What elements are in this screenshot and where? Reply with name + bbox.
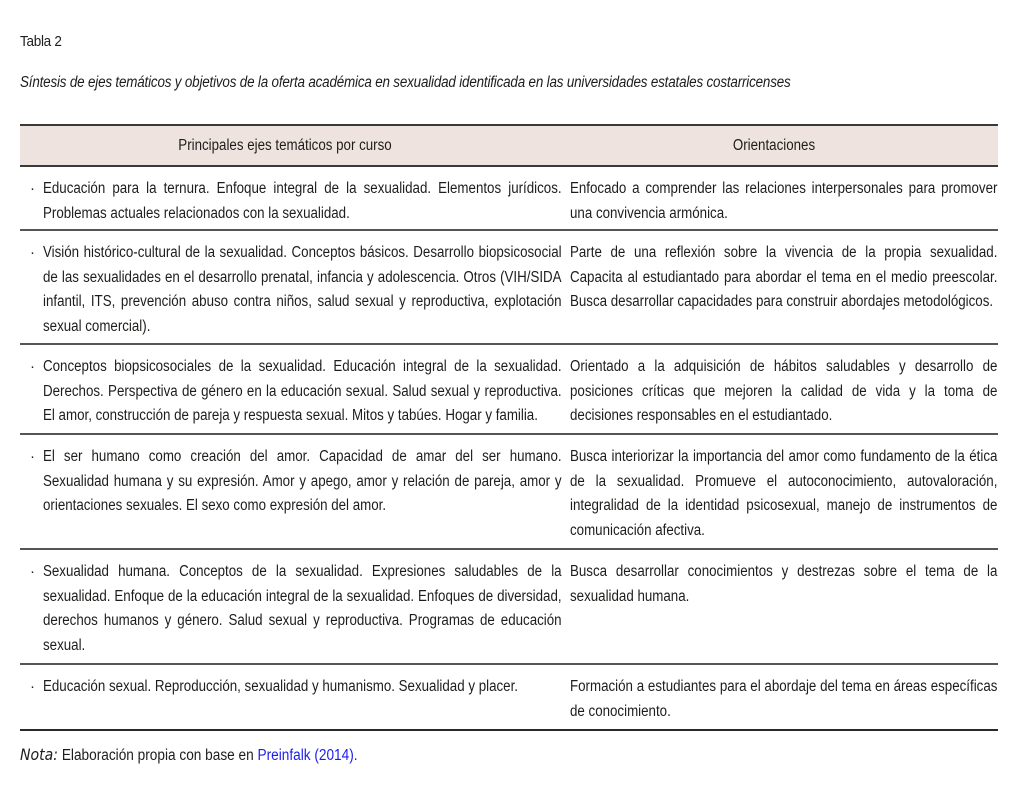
table-row [20, 550, 998, 665]
table-row [20, 665, 998, 731]
header-ejes: Principales ejes temáticos por curso [178, 136, 392, 154]
orientaciones-text: Parte de una reflexión sobre la vivencia de la propia sexualidad. Capacita al estudiantado para abordar el tema en el medio preescolar. Busca desarrollar capacidades para construir abordajes metodológicos. [570, 244, 998, 310]
bullet-icon: · [30, 448, 35, 465]
ejes-text: Sexualidad humana. Conceptos de la sexualidad. Expresiones saludables de la sexualidad. Enfoque de la educación integral de la sexualidad. Enfoques de diversidad, derechos humanos y género. Salud sexual y reproductiva. Programas de educación sexual. [43, 563, 562, 654]
ejes-text: Conceptos biopsicosociales de la sexualidad. Educación integral de la sexualidad. Derechos. Perspectiva de género en la educación sexual. Salud sexual y reproductiva. El amor, construcción de pareja y respuesta sexual. Mitos y tabúes. Hogar y familia. [43, 358, 562, 424]
orientaciones-text: Formación a estudiantes para el abordaje del tema en áreas específicas de conocimiento. [570, 678, 998, 720]
cell-ejes [20, 345, 562, 433]
table-title: Síntesis de ejes temáticos y objetivos de la oferta académica en sexualidad identificada en las universidades estatales costarricenses [20, 74, 791, 91]
orientaciones-text: Busca interiorizar la importancia del amor como fundamento de la ética de la sexualidad. Promueve el autoconocimiento, autovaloración, integralidad de la identidad psicosexual, manejo de instrumentos de comunicación afectiva. [570, 448, 998, 539]
table-row [20, 167, 998, 231]
reference-link[interactable]: Preinfalk (2014). [257, 747, 358, 764]
bullet-icon: · [30, 180, 35, 197]
ejes-text: Educación sexual. Reproducción, sexualidad y humanismo. Sexualidad y placer. [43, 678, 518, 695]
table-row [20, 435, 998, 550]
bullet-icon: · [30, 358, 35, 375]
table-row [20, 231, 998, 345]
bullet-icon: · [30, 678, 35, 695]
table-label: Tabla 2 [20, 33, 62, 50]
ejes-text: Visión histórico-cultural de la sexualidad. Conceptos básicos. Desarrollo biopsicosocial de las sexualidades en el desarrollo prenatal, infancia y adolescencia. Otros (VIH/SIDA infantil, ITS, prevención abuso contra niños, salud sexual y reproductiva, explotación sexual comercial). [43, 244, 562, 335]
cell-orientaciones [550, 435, 998, 548]
table-note [20, 745, 358, 765]
cell-ejes [20, 167, 562, 229]
ejes-text: El ser humano como creación del amor. Capacidad de amar del ser humano. Sexualidad humana y su expresión. Amor y apego, amor y relación de pareja, amor y orientaciones sexuales. El sexo como expresión del amor. [43, 448, 562, 514]
cell-orientaciones [550, 345, 998, 433]
cell-ejes [20, 231, 562, 343]
cell-orientaciones [550, 167, 998, 229]
table-row [20, 345, 998, 435]
note-text: Elaboración propia con base en [58, 747, 258, 764]
table-header [20, 126, 998, 167]
bullet-icon: · [30, 244, 35, 261]
ejes-text: Educación para la ternura. Enfoque integral de la sexualidad. Elementos jurídicos. Problemas actuales relacionados con la sexualidad. [43, 180, 562, 222]
cell-orientaciones [550, 231, 998, 343]
themes-table [20, 124, 998, 731]
orientaciones-text: Busca desarrollar conocimientos y destrezas sobre el tema de la sexualidad humana. [570, 563, 998, 605]
cell-ejes [20, 665, 550, 729]
orientaciones-text: Orientado a la adquisición de hábitos saludables y desarrollo de posiciones críticas que mejoren la calidad de vida y la toma de decisiones responsables en el estudiantado. [570, 358, 998, 424]
cell-orientaciones [550, 665, 998, 729]
note-label: Nota: [20, 745, 59, 764]
bullet-icon: · [30, 563, 35, 580]
cell-ejes [20, 550, 562, 663]
cell-ejes [20, 435, 562, 548]
cell-orientaciones [550, 550, 998, 663]
orientaciones-text: Enfocado a comprender las relaciones interpersonales para promover una convivencia armónica. [570, 180, 998, 222]
header-orientaciones: Orientaciones [732, 136, 816, 154]
